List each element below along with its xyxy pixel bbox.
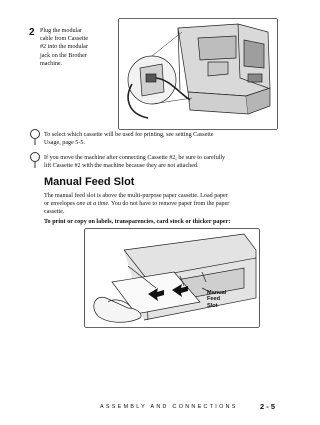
callout-line: Slot (207, 302, 218, 309)
note-line: If you move the machine after connecting Cassette #2, be sure to carefully (44, 155, 226, 161)
modular-cable-illustration (118, 18, 278, 130)
note-line: To select which cassette will be used for printing, see setting Cassette (44, 132, 214, 138)
note (44, 131, 280, 147)
body-text: . You do not have to remove paper from the paper (108, 201, 230, 208)
chapter-footer: ASSEMBLY AND CONNECTIONS (100, 404, 238, 410)
manual-feed-slot-illustration (84, 228, 260, 328)
body-line: The manual feed slot is above the multi-purpose paper cassette. Load paper (44, 193, 228, 199)
body-line (44, 200, 280, 208)
body-line: cassette. (44, 209, 65, 216)
step-line: cable from Cassette (40, 36, 89, 43)
note-pin-icon (28, 128, 42, 146)
step-number: 2 (29, 27, 35, 38)
callout-line: Manual (207, 290, 227, 296)
step-line: Plug the modular (40, 28, 82, 34)
step-line: machine. (40, 60, 63, 67)
step-line: #2 into the modular (40, 44, 88, 51)
page-number: 2 - 5 (260, 402, 276, 411)
step-line: jack on the Brother (40, 52, 87, 59)
section-heading: Manual Feed Slot (44, 176, 135, 188)
section-body (44, 192, 280, 217)
note-pin-icon (28, 151, 42, 169)
emphasis-text: one at a time (76, 201, 109, 208)
note (44, 154, 280, 170)
manual-feed-slot-callout (207, 290, 226, 309)
callout-line: Feed (207, 296, 221, 303)
note-line: lift Cassette #2 with the machine because they are not attached. (44, 163, 199, 170)
step-instruction (40, 27, 118, 68)
body-text: or envelopes (44, 201, 77, 208)
note-line: Usage, page 5-5. (44, 140, 85, 147)
procedure-subheading: To print or copy on labels, transparencies, card stock or thicker paper: (44, 218, 231, 225)
